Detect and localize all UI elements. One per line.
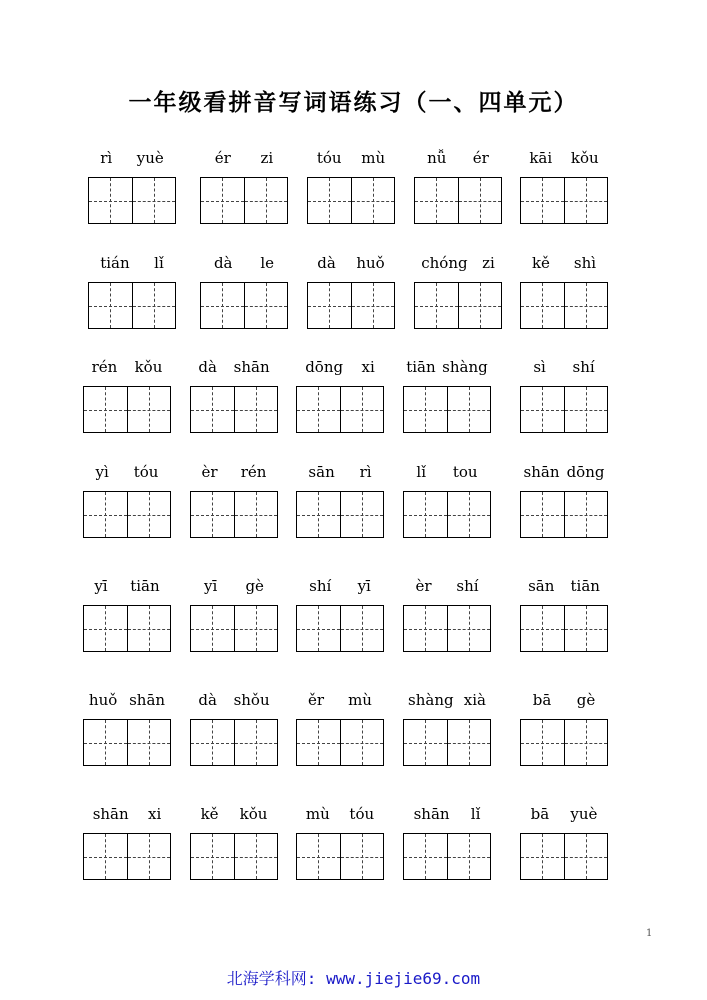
pinyin-syllable: kě xyxy=(531,254,550,272)
pinyin-label xyxy=(414,146,502,170)
pinyin-label xyxy=(520,355,608,379)
writing-cell[interactable] xyxy=(340,387,384,432)
footer-watermark: 北海学科网: www.jiejie69.com xyxy=(226,969,481,988)
writing-cell[interactable] xyxy=(340,606,384,651)
pinyin-syllable: yī xyxy=(94,577,108,595)
word-item xyxy=(520,355,608,433)
pinyin-syllable: sì xyxy=(533,358,546,376)
pinyin-syllable: tián xyxy=(100,254,130,272)
word-item xyxy=(403,802,491,880)
pinyin-syllable: mù xyxy=(348,691,372,709)
word-item xyxy=(403,574,491,652)
pinyin-syllable: yuè xyxy=(136,149,164,167)
pinyin-syllable: èr xyxy=(415,577,432,595)
exercise-row xyxy=(0,688,707,778)
writing-cell[interactable] xyxy=(127,720,171,765)
pinyin-syllable: mù xyxy=(305,805,330,823)
pinyin-syllable: shì xyxy=(573,254,597,272)
pinyin-syllable: dà xyxy=(198,691,217,709)
pinyin-label xyxy=(88,251,176,275)
writing-cell[interactable] xyxy=(234,834,278,879)
writing-cell[interactable] xyxy=(191,834,234,879)
writing-cell[interactable] xyxy=(447,492,491,537)
pinyin-syllable: kǒu xyxy=(239,805,268,823)
pinyin-syllable: dōng xyxy=(566,463,605,481)
writing-cell[interactable] xyxy=(521,606,564,651)
tianzige-grid[interactable] xyxy=(296,386,384,433)
pinyin-syllable: tóu xyxy=(133,463,159,481)
word-item xyxy=(520,802,608,880)
pinyin-label xyxy=(190,460,278,484)
pinyin-syllable: gè xyxy=(245,577,264,595)
tianzige-grid[interactable] xyxy=(403,605,491,652)
writing-cell[interactable] xyxy=(297,834,340,879)
pinyin-label xyxy=(83,802,171,826)
tianzige-grid[interactable] xyxy=(83,719,171,766)
pinyin-syllable: kě xyxy=(200,805,219,823)
writing-cell[interactable] xyxy=(564,387,608,432)
word-item xyxy=(296,802,384,880)
writing-cell[interactable] xyxy=(404,387,447,432)
exercise-row xyxy=(0,355,707,445)
word-item xyxy=(520,460,608,538)
pinyin-syllable: dōng xyxy=(305,358,344,376)
pinyin-syllable: yuè xyxy=(570,805,598,823)
pinyin-syllable: tóu xyxy=(349,805,375,823)
tianzige-grid[interactable] xyxy=(414,177,502,224)
pinyin-label xyxy=(520,146,608,170)
pinyin-label xyxy=(403,355,491,379)
pinyin-syllable: shān xyxy=(233,358,270,376)
pinyin-syllable: nǚ xyxy=(427,149,447,167)
pinyin-syllable: shān xyxy=(413,805,450,823)
writing-cell[interactable] xyxy=(234,720,278,765)
word-item xyxy=(403,355,491,433)
word-item xyxy=(190,802,278,880)
pinyin-syllable: huǒ xyxy=(356,254,385,272)
pinyin-syllable: zi xyxy=(482,254,495,272)
tianzige-grid[interactable] xyxy=(307,177,395,224)
pinyin-syllable: shǒu xyxy=(233,691,270,709)
pinyin-label xyxy=(403,574,491,598)
tianzige-grid[interactable] xyxy=(200,282,288,329)
tianzige-grid[interactable] xyxy=(190,386,278,433)
tianzige-grid[interactable] xyxy=(83,605,171,652)
writing-cell[interactable] xyxy=(564,606,608,651)
writing-cell[interactable] xyxy=(201,283,244,328)
pinyin-syllable: rì xyxy=(359,463,372,481)
writing-cell[interactable] xyxy=(89,283,132,328)
pinyin-syllable: shān xyxy=(523,463,560,481)
pinyin-label xyxy=(296,688,384,712)
pinyin-label xyxy=(296,574,384,598)
writing-cell[interactable] xyxy=(458,178,502,223)
writing-cell[interactable] xyxy=(521,720,564,765)
tianzige-grid[interactable] xyxy=(88,282,176,329)
word-item xyxy=(296,460,384,538)
pinyin-label xyxy=(520,460,608,484)
writing-cell[interactable] xyxy=(132,178,176,223)
pinyin-label xyxy=(83,688,171,712)
pinyin-syllable: dà xyxy=(213,254,233,272)
tianzige-grid[interactable] xyxy=(520,605,608,652)
word-item xyxy=(83,802,171,880)
word-item xyxy=(190,574,278,652)
tianzige-grid[interactable] xyxy=(520,833,608,880)
pinyin-syllable: kāi xyxy=(529,149,553,167)
tianzige-grid[interactable] xyxy=(403,833,491,880)
writing-cell[interactable] xyxy=(132,283,176,328)
pinyin-syllable: lǐ xyxy=(154,254,164,272)
exercise-row xyxy=(0,574,707,664)
tianzige-grid[interactable] xyxy=(83,386,171,433)
pinyin-syllable: tiān xyxy=(570,577,600,595)
tianzige-grid[interactable] xyxy=(403,719,491,766)
word-item xyxy=(88,146,176,224)
word-item xyxy=(83,460,171,538)
writing-cell[interactable] xyxy=(351,283,395,328)
writing-cell[interactable] xyxy=(521,387,564,432)
tianzige-grid[interactable] xyxy=(520,177,608,224)
word-item xyxy=(296,688,384,766)
writing-cell[interactable] xyxy=(340,834,384,879)
writing-cell[interactable] xyxy=(84,834,127,879)
writing-cell[interactable] xyxy=(404,606,447,651)
exercise-row xyxy=(0,802,707,892)
pinyin-syllable: bā xyxy=(530,805,550,823)
word-item xyxy=(88,251,176,329)
word-item xyxy=(403,460,491,538)
writing-cell[interactable] xyxy=(415,283,458,328)
pinyin-syllable: rén xyxy=(91,358,118,376)
pinyin-label xyxy=(296,355,384,379)
writing-cell[interactable] xyxy=(234,492,278,537)
pinyin-label xyxy=(307,146,395,170)
writing-cell[interactable] xyxy=(234,387,278,432)
pinyin-label xyxy=(403,802,491,826)
pinyin-syllable: shí xyxy=(456,577,479,595)
writing-cell[interactable] xyxy=(521,178,564,223)
pinyin-label xyxy=(200,146,288,170)
pinyin-syllable: zi xyxy=(260,149,274,167)
writing-cell[interactable] xyxy=(89,178,132,223)
pinyin-label xyxy=(83,460,171,484)
pinyin-syllable: ér xyxy=(472,149,489,167)
pinyin-label xyxy=(520,688,608,712)
writing-cell[interactable] xyxy=(351,178,395,223)
tianzige-grid[interactable] xyxy=(190,605,278,652)
exercise-row xyxy=(0,146,707,236)
pinyin-syllable: yī xyxy=(357,577,371,595)
writing-cell[interactable] xyxy=(127,834,171,879)
page-number: 1 xyxy=(646,928,653,939)
pinyin-syllable: tiān xyxy=(406,358,436,376)
tianzige-grid[interactable] xyxy=(88,177,176,224)
pinyin-syllable: shí xyxy=(572,358,595,376)
writing-cell[interactable] xyxy=(521,492,564,537)
pinyin-syllable: shān xyxy=(92,805,129,823)
writing-cell[interactable] xyxy=(308,283,351,328)
writing-cell[interactable] xyxy=(84,492,127,537)
writing-cell[interactable] xyxy=(564,178,608,223)
writing-cell[interactable] xyxy=(308,178,351,223)
pinyin-syllable: gè xyxy=(576,691,596,709)
pinyin-label xyxy=(83,355,171,379)
writing-cell[interactable] xyxy=(191,720,234,765)
pinyin-syllable: dà xyxy=(198,358,217,376)
tianzige-grid[interactable] xyxy=(190,719,278,766)
pinyin-syllable: sān xyxy=(528,577,555,595)
pinyin-label xyxy=(520,802,608,826)
word-item xyxy=(83,574,171,652)
word-item xyxy=(200,251,288,329)
word-item xyxy=(190,460,278,538)
page-title: 一年级看拼音写词语练习（一、四单元） xyxy=(128,90,579,116)
writing-cell[interactable] xyxy=(447,606,491,651)
writing-cell[interactable] xyxy=(521,283,564,328)
pinyin-syllable: shí xyxy=(309,577,332,595)
writing-cell[interactable] xyxy=(340,492,384,537)
pinyin-syllable: shàng xyxy=(442,358,488,376)
writing-cell[interactable] xyxy=(297,606,340,651)
tianzige-grid[interactable] xyxy=(520,491,608,538)
tianzige-grid[interactable] xyxy=(414,282,502,329)
pinyin-label xyxy=(190,355,278,379)
writing-cell[interactable] xyxy=(244,178,288,223)
tianzige-grid[interactable] xyxy=(296,491,384,538)
pinyin-syllable: huǒ xyxy=(88,691,118,709)
writing-cell[interactable] xyxy=(404,834,447,879)
pinyin-label xyxy=(296,802,384,826)
pinyin-syllable: èr xyxy=(201,463,218,481)
word-item xyxy=(520,688,608,766)
pinyin-syllable: rì xyxy=(100,149,113,167)
pinyin-label xyxy=(83,574,171,598)
pinyin-syllable: bā xyxy=(532,691,552,709)
word-item xyxy=(520,574,608,652)
pinyin-syllable: lǐ xyxy=(470,805,481,823)
pinyin-syllable: kǒu xyxy=(134,358,163,376)
pinyin-syllable: tóu xyxy=(316,149,342,167)
writing-cell[interactable] xyxy=(234,606,278,651)
pinyin-label xyxy=(520,251,608,275)
word-item xyxy=(520,146,608,224)
pinyin-syllable: shàng xyxy=(408,691,454,709)
writing-cell[interactable] xyxy=(201,178,244,223)
word-item xyxy=(83,355,171,433)
writing-cell[interactable] xyxy=(297,720,340,765)
pinyin-label xyxy=(88,146,176,170)
pinyin-label xyxy=(190,802,278,826)
tianzige-grid[interactable] xyxy=(200,177,288,224)
writing-cell[interactable] xyxy=(191,606,234,651)
writing-cell[interactable] xyxy=(447,720,491,765)
writing-cell[interactable] xyxy=(564,834,608,879)
writing-cell[interactable] xyxy=(521,834,564,879)
writing-cell[interactable] xyxy=(458,283,502,328)
tianzige-grid[interactable] xyxy=(296,833,384,880)
tianzige-grid[interactable] xyxy=(190,491,278,538)
pinyin-syllable: rén xyxy=(240,463,267,481)
tianzige-grid[interactable] xyxy=(190,833,278,880)
pinyin-syllable: kǒu xyxy=(570,149,599,167)
word-item xyxy=(414,146,502,224)
word-item xyxy=(200,146,288,224)
writing-cell[interactable] xyxy=(447,834,491,879)
writing-cell[interactable] xyxy=(84,387,127,432)
pinyin-syllable: xi xyxy=(361,358,375,376)
pinyin-syllable: yī xyxy=(204,577,218,595)
word-item xyxy=(520,251,608,329)
tianzige-grid[interactable] xyxy=(83,833,171,880)
pinyin-syllable: yì xyxy=(95,463,109,481)
pinyin-syllable: shān xyxy=(129,691,166,709)
pinyin-syllable: ér xyxy=(214,149,231,167)
writing-cell[interactable] xyxy=(84,720,127,765)
pinyin-label xyxy=(200,251,288,275)
pinyin-syllable: dà xyxy=(317,254,336,272)
writing-cell[interactable] xyxy=(127,387,171,432)
pinyin-syllable: le xyxy=(260,254,275,272)
writing-cell[interactable] xyxy=(244,283,288,328)
writing-cell[interactable] xyxy=(340,720,384,765)
pinyin-label xyxy=(307,251,395,275)
pinyin-syllable: mù xyxy=(361,149,386,167)
writing-cell[interactable] xyxy=(415,178,458,223)
tianzige-grid[interactable] xyxy=(296,719,384,766)
word-item xyxy=(307,251,395,329)
word-item xyxy=(83,688,171,766)
word-item xyxy=(190,355,278,433)
tianzige-grid[interactable] xyxy=(520,719,608,766)
tianzige-grid[interactable] xyxy=(520,386,608,433)
pinyin-label xyxy=(403,460,491,484)
tianzige-grid[interactable] xyxy=(403,386,491,433)
pinyin-label xyxy=(296,460,384,484)
word-item xyxy=(307,146,395,224)
writing-cell[interactable] xyxy=(404,492,447,537)
tianzige-grid[interactable] xyxy=(403,491,491,538)
pinyin-syllable: ěr xyxy=(308,691,325,709)
word-item xyxy=(414,251,502,329)
word-item xyxy=(296,574,384,652)
writing-cell[interactable] xyxy=(564,283,608,328)
writing-cell[interactable] xyxy=(564,720,608,765)
writing-cell[interactable] xyxy=(191,492,234,537)
writing-cell[interactable] xyxy=(297,387,340,432)
tianzige-grid[interactable] xyxy=(83,491,171,538)
pinyin-syllable: xià xyxy=(463,691,486,709)
pinyin-label xyxy=(520,574,608,598)
writing-cell[interactable] xyxy=(127,606,171,651)
writing-cell[interactable] xyxy=(564,492,608,537)
pinyin-syllable: sān xyxy=(308,463,335,481)
pinyin-label xyxy=(414,251,502,275)
writing-cell[interactable] xyxy=(404,720,447,765)
writing-cell[interactable] xyxy=(191,387,234,432)
word-item xyxy=(190,688,278,766)
writing-cell[interactable] xyxy=(297,492,340,537)
tianzige-grid[interactable] xyxy=(307,282,395,329)
pinyin-syllable: chóng xyxy=(421,254,468,272)
writing-cell[interactable] xyxy=(84,606,127,651)
pinyin-syllable: lǐ xyxy=(416,463,427,481)
pinyin-syllable: xi xyxy=(148,805,162,823)
pinyin-label xyxy=(403,688,491,712)
pinyin-label xyxy=(190,688,278,712)
pinyin-syllable: tiān xyxy=(130,577,160,595)
tianzige-grid[interactable] xyxy=(296,605,384,652)
tianzige-grid[interactable] xyxy=(520,282,608,329)
exercise-row xyxy=(0,251,707,341)
writing-cell[interactable] xyxy=(447,387,491,432)
word-item xyxy=(296,355,384,433)
exercise-row xyxy=(0,460,707,550)
pinyin-syllable: tou xyxy=(452,463,478,481)
word-item xyxy=(403,688,491,766)
writing-cell[interactable] xyxy=(127,492,171,537)
pinyin-label xyxy=(190,574,278,598)
